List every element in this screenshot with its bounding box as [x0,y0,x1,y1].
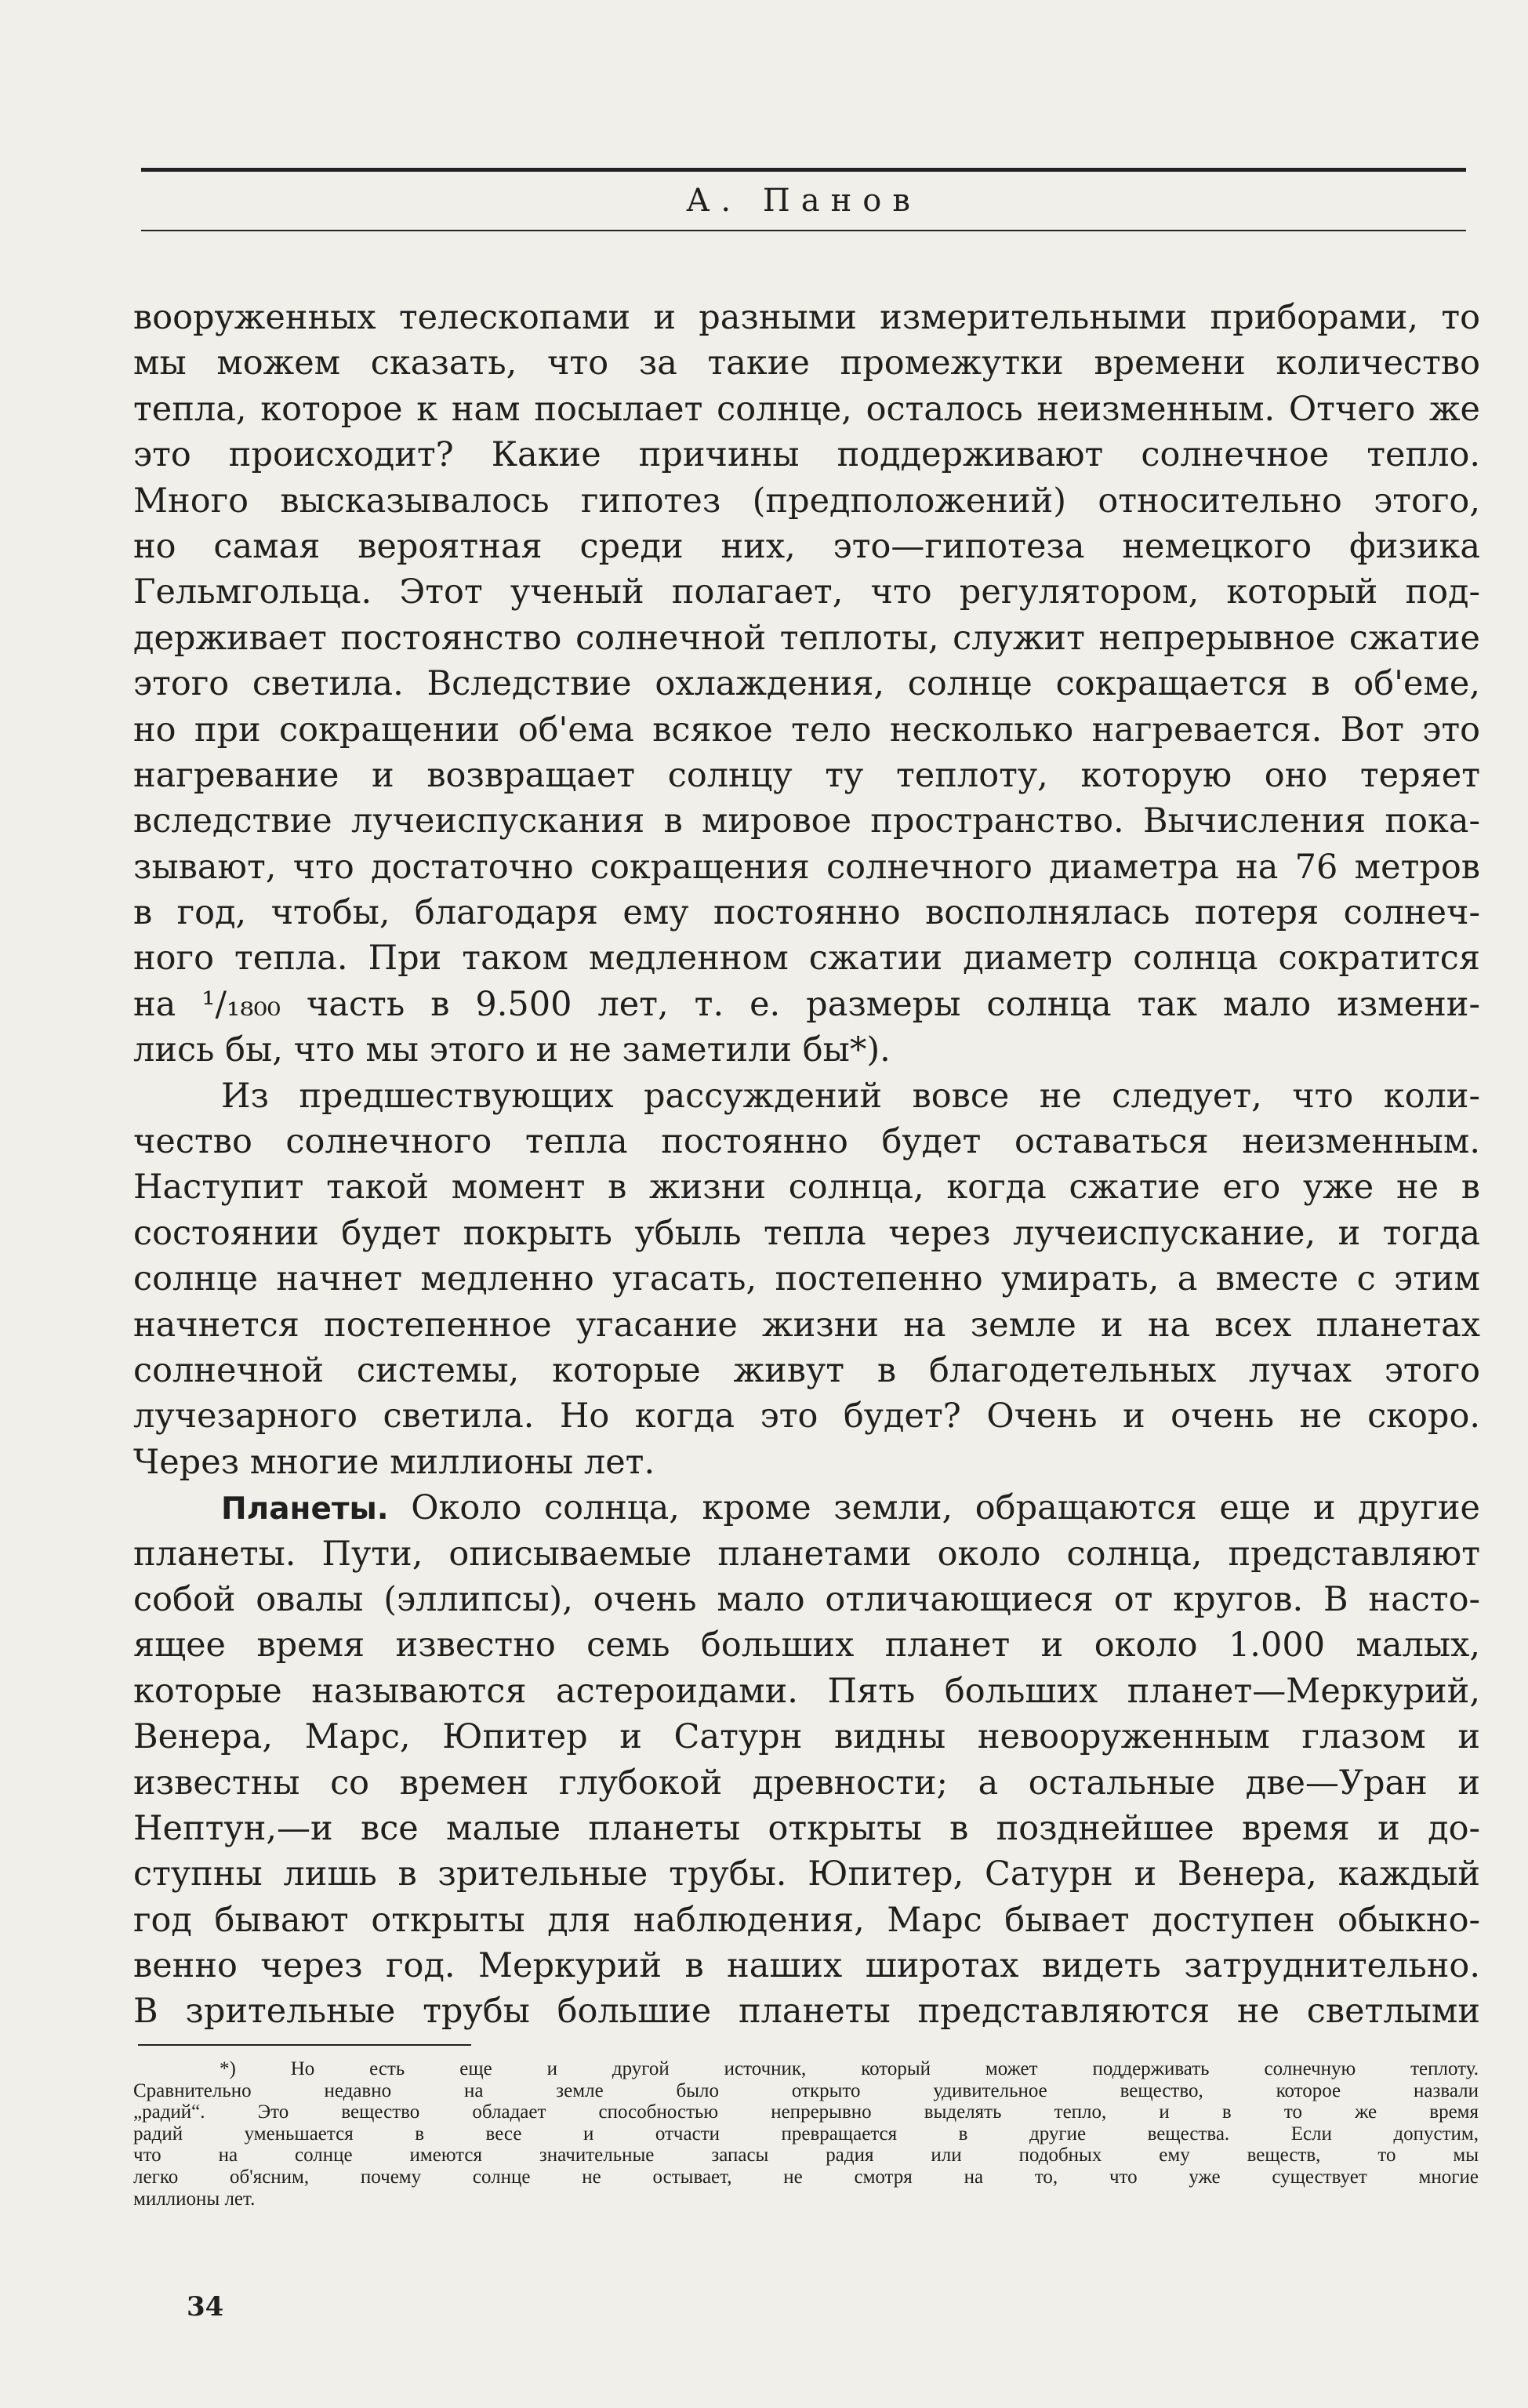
section-heading: Планеты. [221,1491,389,1527]
text-line: ящее время известно семь больших планет и около 1.000 малых, [133,1625,1480,1665]
text-line [133,1485,1480,1531]
text-line: это происходит? Какие причины поддерживают солнечное тепло. [133,435,1480,475]
text-line: на ¹/₁₈₀₀ часть в 9.500 лет, т. е. размеры солнца так мало измени- [133,984,1480,1024]
text-line: В зрительные трубы большие планеты представляются не светлыми [133,1992,1480,2032]
text-line: Гельмгольца. Этот ученый полагает, что регулятором, который под- [133,572,1480,612]
text-line: Венера, Марс, Юпитер и Сатурн видны невооруженным глазом и [133,1717,1480,1757]
running-head: А. Панов [686,183,921,219]
text-line: чество солнечного тепла постоянно будет оставаться неизменным. [133,1122,1480,1162]
text-line: вооруженных телескопами и разными измерительными приборами, то [133,298,1480,337]
footnote-line: радий уменьшается в весе и отчасти превращается в другие вещества. Если допустим, [133,2123,1479,2145]
text-line: лись бы, что мы этого и не заметили бы*). [133,1030,891,1070]
text-line-content: Около солнца, кроме земли, обращаются еще и другие [388,1488,1480,1528]
text-line: Через многие миллионы лет. [133,1442,655,1482]
footnote-line: *) Но есть еще и другой источник, который может поддерживать солнечную теплоту. [220,2058,1479,2079]
footnote-line: „радий“. Это вещество обладает способностью непрерывно выделять тепло, и в то же время [133,2101,1479,2123]
text-line: но при сокращении об'ема всякое тело несколько нагревается. Вот это [133,710,1480,750]
text-line: лучезарного светила. Но когда это будет? Очень и очень не скоро. [133,1396,1480,1436]
text-line: венно через год. Меркурий в наших широтах видеть затруднительно. [133,1946,1480,1986]
footnote-line: Сравнительно недавно на земле было открыто удивительное вещество, которое назвали [133,2079,1479,2101]
text-line: планеты. Пути, описываемые планетами около солнца, представляют [133,1534,1480,1574]
text-line: в год, чтобы, благодаря ему постоянно восполнялась потеря солнеч- [133,893,1480,933]
text-line: Из предшествующих рассуждений вовсе не следует, что коли- [221,1076,1480,1116]
text-line: известны со времен глубокой древности; а остальные две—Уран и [133,1763,1480,1803]
header-bottom-rule [141,230,1466,231]
text-line: нагревание и возвращает солнцу ту теплоту, которую оно теряет [133,755,1480,795]
paragraph [133,1485,1480,2035]
text-line: состоянии будет покрыть убыль тепла через лучеиспускание, и тогда [133,1213,1480,1253]
text-line: этого светила. Вследствие охлаждения, солнце сокращается в об'еме, [133,664,1480,704]
text-line: солнечной системы, которые живут в благодетельных лучах этого [133,1350,1480,1390]
paragraph [133,295,1480,1073]
header-top-rule [141,168,1466,172]
footnote-line: что на солнце имеются значительные запасы радия или подобных ему веществ, то мы [133,2145,1479,2166]
footnote [133,2058,1479,2210]
footnote-line: миллионы лет. [133,2188,256,2210]
text-line: Нептун,—и все малые планеты открыты в позднейшее время и до- [133,1808,1480,1848]
text-line: мы можем сказать, что за такие промежутки времени количество [133,343,1480,383]
footnote-rule [138,2044,471,2046]
text-line: держивает постоянство солнечной теплоты, служит непрерывное сжатие [133,618,1480,658]
paragraph [133,1073,1480,1486]
text-line: ступны лишь в зрительные трубы. Юпитер, Сатурн и Венера, каждый [133,1854,1480,1894]
text-line: Много высказывалось гипотез (предположений) относительно этого, [133,481,1480,521]
text-line: солнце начнет медленно угасать, постепенно умирать, а вместе с этим [133,1259,1480,1299]
text-line: ного тепла. При таком медленном сжатии диаметр солнца сократится [133,939,1480,979]
footnote-line: легко об'ясним, почему солнце не остывает, не смотря на то, что уже существует многие [133,2166,1479,2188]
body-text [133,295,1480,2035]
text-line: зывают, что достаточно сокращения солнечного диаметра на 76 метров [133,847,1480,887]
text-line: но самая вероятная среди них, это—гипотеза немецкого физика [133,526,1480,566]
text-line: вследствие лучеиспускания в мировое пространство. Вычисления пока- [133,801,1480,841]
text-line: Наступит такой момент в жизни солнца, когда сжатие его уже не в [133,1168,1480,1208]
text-line: начнется постепенное угасание жизни на земле и на всех планетах [133,1305,1480,1345]
page-number: 34 [187,2291,224,2323]
text-line: тепла, которое к нам посылает солнце, осталось неизменным. Отчего же [133,389,1480,429]
text-line: которые называются астероидами. Пять больших планет—Меркурий, [133,1671,1480,1711]
text-line: собой овалы (эллипсы), очень мало отличающиеся от кругов. В насто- [133,1579,1480,1619]
text-line: год бывают открыты для наблюдения, Марс бывает доступен обыкно- [133,1900,1480,1940]
